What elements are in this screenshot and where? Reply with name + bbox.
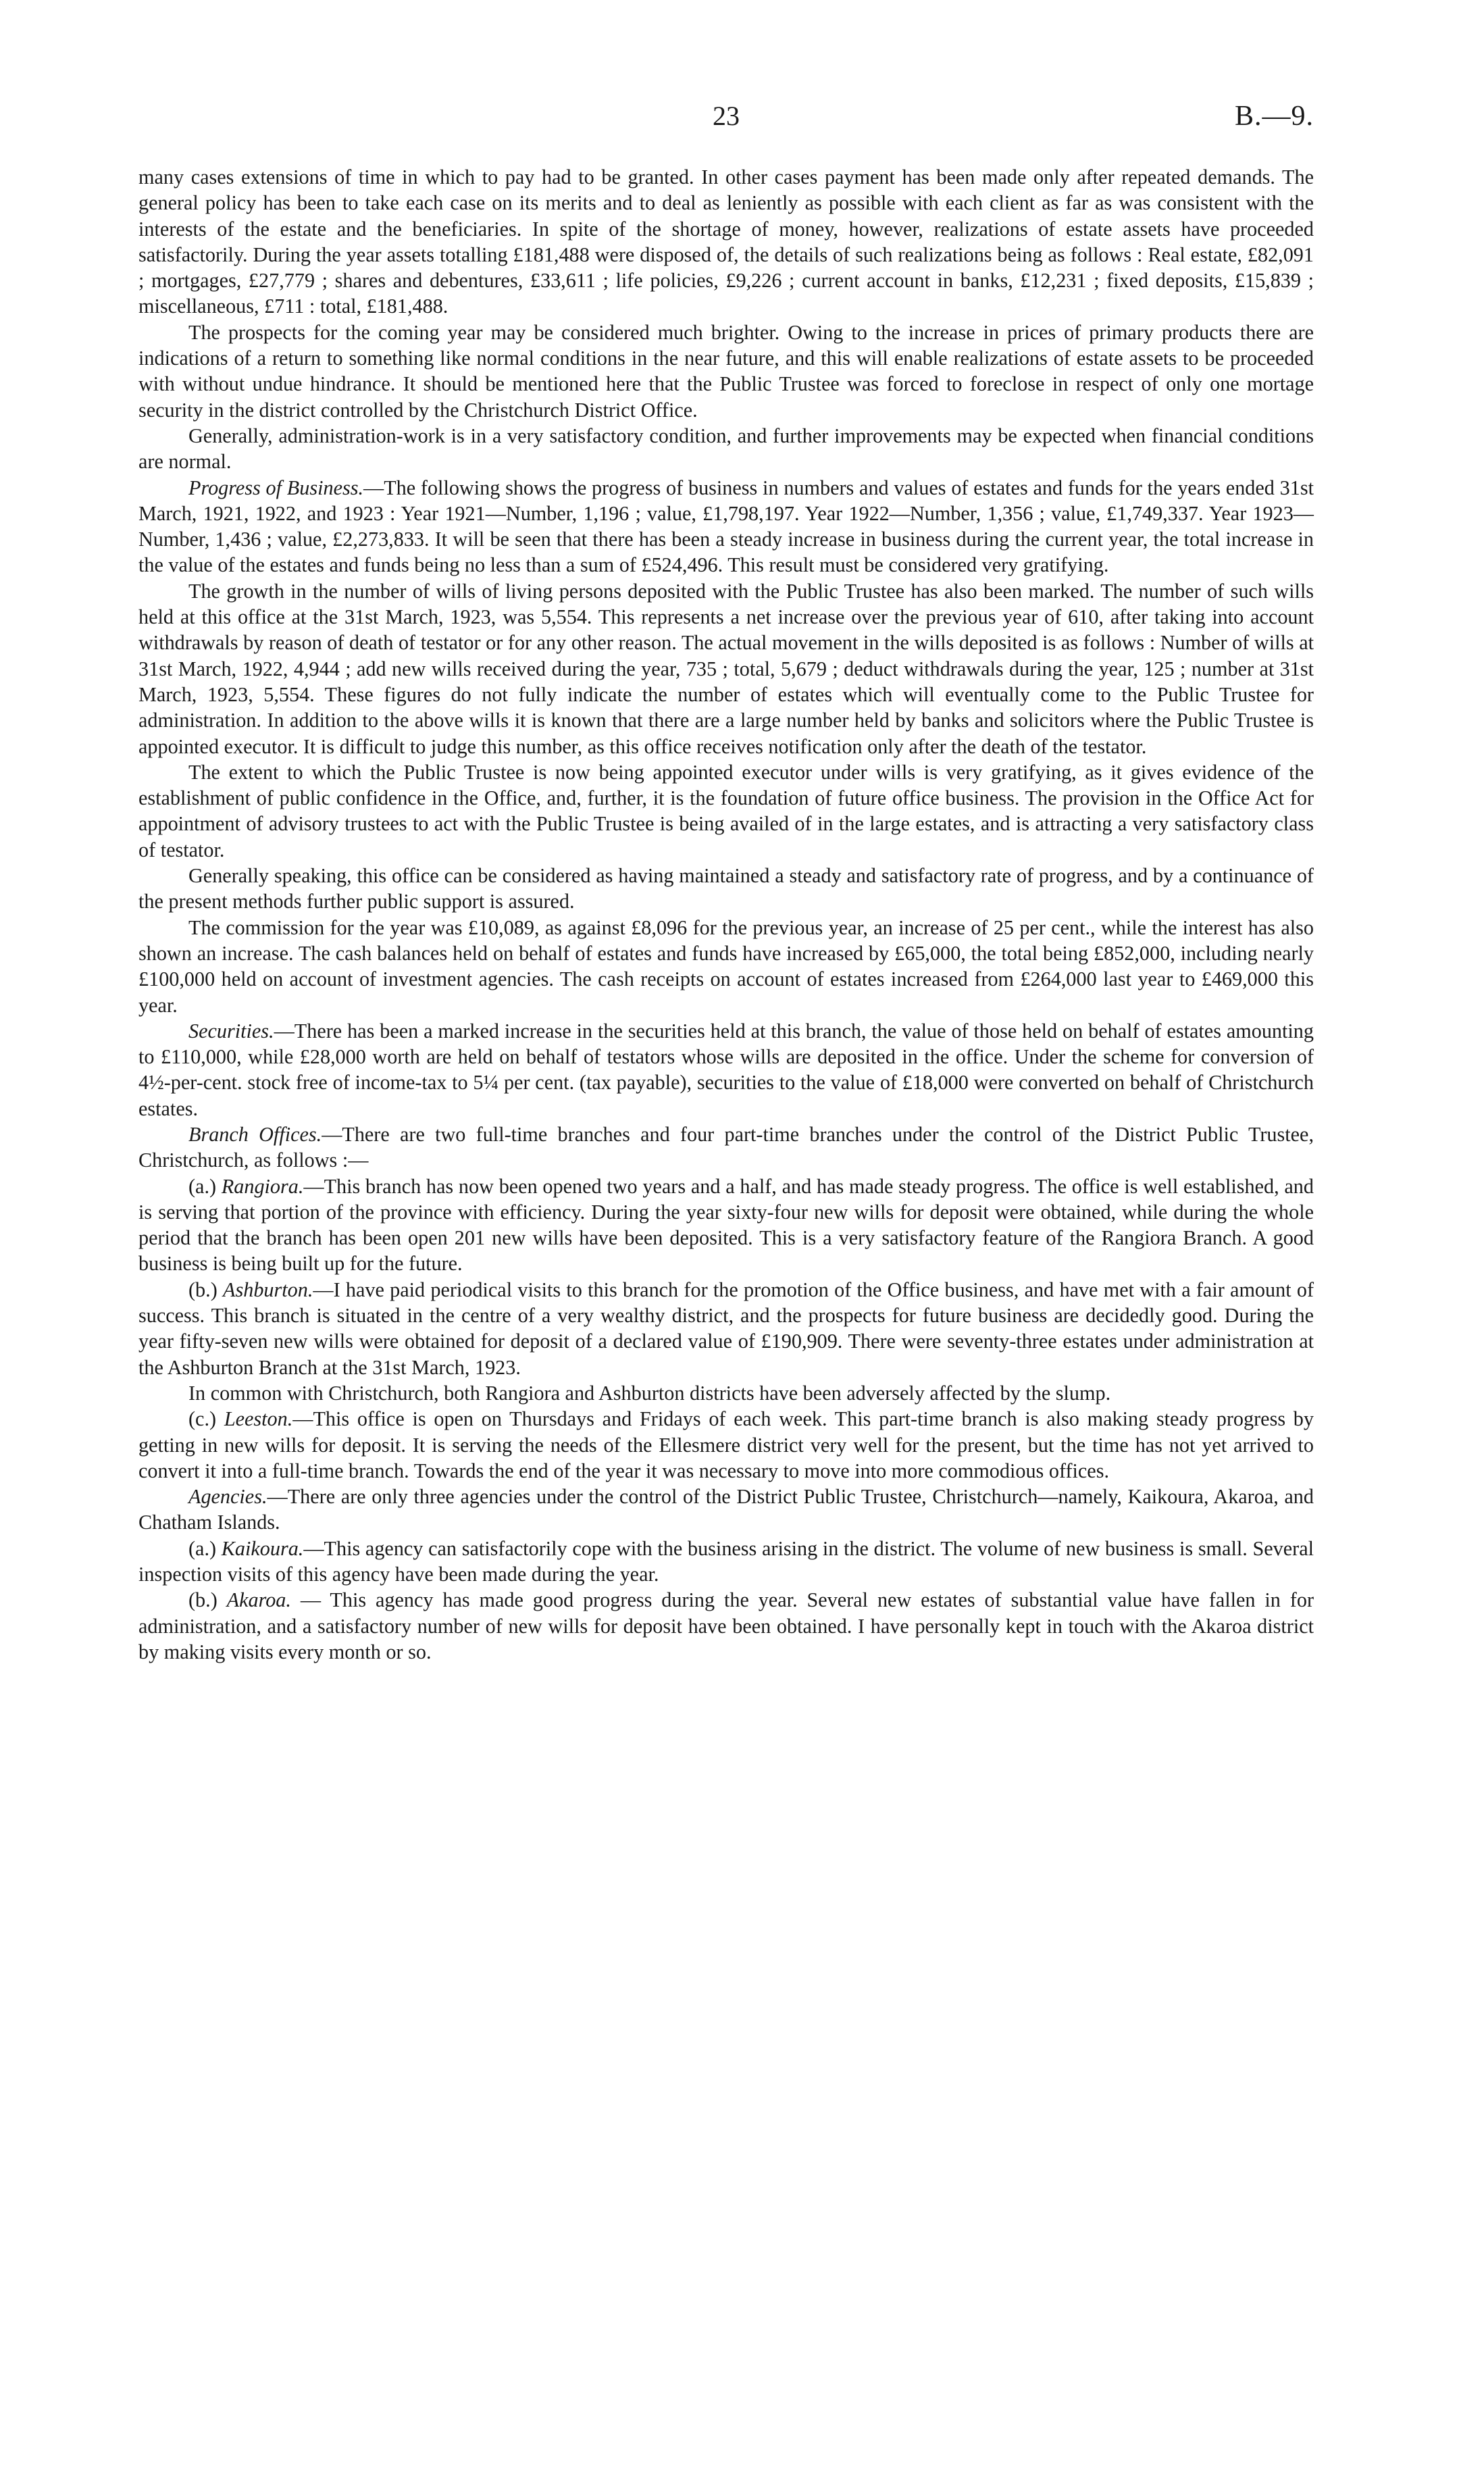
section-heading: Rangiora. bbox=[221, 1174, 304, 1198]
paragraph bbox=[138, 1484, 1314, 1536]
paragraph-text: The growth in the number of wills of living persons deposited with the Public Trustee has also been marked. The number of such wills held at this office at the 31st March, 1923, was 5,554. This represents a net increase over the previous year of 610, after taking into account withdrawals by reason of death of testator or for any other reason. The actual movement in the wills deposited is as follows : Number of wills at 31st March, 1922, 4,944 ; add new wills received during the year, 735 ; total, 5,679 ; deduct withdrawals during the year, 125 ; number at 31st March, 1923, 5,554. These figures do not fully indicate the number of estates which will eventually come to the Public Trustee for administration. In addition to the above wills it is known that there are a large number held by banks and solicitors where the Public Trustee is appointed executor. It is difficult to judge this number, as this office receives notification only after the death of the testator. bbox=[138, 579, 1314, 758]
paragraph bbox=[138, 1406, 1314, 1484]
paragraph bbox=[138, 1536, 1314, 1588]
paragraph-text: Generally, administration-work is in a very satisfactory condition, and further improvements may be expected when financial conditions are normal. bbox=[138, 424, 1314, 474]
section-heading: Branch Offices. bbox=[188, 1122, 322, 1146]
document-reference: B.—9. bbox=[1234, 101, 1314, 132]
paragraph-text: —There are two full-time branches and four part-time branches under the control of the District Public Trustee, Christchurch, as follows :— bbox=[138, 1122, 1314, 1172]
paragraph-text: —This office is open on Thursdays and Fridays of each week. This part-time branch is also making steady progress by getting in new wills for deposit. It is serving the needs of the Ellesmere district very well for the present, but the time has not yet arrived to convert it into a full-time branch. Towards the end of the year it was necessary to move into more commodious offices. bbox=[138, 1407, 1314, 1482]
section-heading: Securities. bbox=[188, 1019, 274, 1042]
paragraph bbox=[138, 863, 1314, 915]
paragraph bbox=[138, 475, 1314, 578]
item-prefix: (a.) bbox=[188, 1174, 222, 1198]
paragraph-text: — This agency has made good progress during the year. Several new estates of substantial value have fallen in for administration, and a satisfactory number of new wills for deposit have been obtained. I have personally kept in touch with the Akaroa district by making visits every month or so. bbox=[138, 1588, 1314, 1663]
paragraph bbox=[138, 1174, 1314, 1277]
paragraph-text: The extent to which the Public Trustee is now being appointed executor under wills is very gratifying, as it gives evidence of the establishment of public confidence in the Office, and, further, it is the foundation of future office business. The provision in the Office Act for appointment of advisory trustees to act with the Public Trustee is being availed of in the large estates, and is attracting a very satisfactory class of testator. bbox=[138, 760, 1314, 861]
paragraph-text: —The following shows the progress of business in numbers and values of estates and funds for the years ended 31st March, 1921, 1922, and 1923 : Year 1921—Number, 1,196 ; value, £1,798,197. Year 1922—Number, 1,356 ; value, £1,749,337. Year 1923—Number, 1,436 ; value, £2,273,833. It will be seen that there has been a steady increase in business during the current year, the total increase in the value of the estates and funds being no less than a sum of £524,496. This result must be considered very gratifying. bbox=[138, 476, 1314, 577]
paragraph bbox=[138, 164, 1314, 320]
paragraph-text: In common with Christchurch, both Rangiora and Ashburton districts have been adversely affected by the slump. bbox=[188, 1381, 1111, 1405]
paragraph bbox=[138, 759, 1314, 863]
section-heading: Ashburton. bbox=[223, 1278, 313, 1301]
paragraph bbox=[138, 423, 1314, 475]
item-prefix: (c.) bbox=[188, 1407, 224, 1431]
paragraph-text: —This agency can satisfactorily cope with the business arising in the district. The volume of new business is small. Several inspection visits of this agency have been made during the year. bbox=[138, 1536, 1314, 1586]
paragraph-text: The commission for the year was £10,089, as against £8,096 for the previous year, an increase of 25 per cent., while the interest has also shown an increase. The cash balances held on behalf of estates and funds have increased by £65,000, the total being £852,000, including nearly £100,000 held on account of investment agencies. The cash receipts on account of estates increased from £264,000 last year to £469,000 this year. bbox=[138, 915, 1314, 1017]
section-heading: Progress of Business. bbox=[188, 476, 364, 499]
paragraph-text: —There are only three agencies under the control of the District Public Trustee, Christchurch—namely, Kaikoura, Akaroa, and Chatham Islands. bbox=[138, 1485, 1314, 1534]
paragraph bbox=[138, 1018, 1314, 1122]
section-heading: Leeston. bbox=[224, 1407, 293, 1431]
page-header bbox=[138, 100, 1314, 141]
section-heading: Kaikoura. bbox=[221, 1536, 304, 1560]
paragraph bbox=[138, 1122, 1314, 1174]
section-heading: Agencies. bbox=[188, 1485, 267, 1509]
item-prefix: (a.) bbox=[188, 1536, 222, 1560]
paragraph bbox=[138, 1380, 1314, 1406]
paragraph-text: Generally speaking, this office can be considered as having maintained a steady and satisfactory rate of progress, and by a continuance of the present methods further public support is assured. bbox=[138, 864, 1314, 913]
paragraph bbox=[138, 915, 1314, 1018]
paragraph bbox=[138, 578, 1314, 759]
body-text bbox=[138, 164, 1314, 1665]
paragraph-text: —There has been a marked increase in the securities held at this branch, the value of those held on behalf of estates amounting to £110,000, while £28,000 worth are held on behalf of testators whose wills are deposited in the office. Under the scheme for conversion of 4½-per-cent. stock free of income-tax to 5¼ per cent. (tax payable), securities to the value of £18,000 were converted on behalf of Christchurch estates. bbox=[138, 1019, 1314, 1120]
paragraph bbox=[138, 1587, 1314, 1665]
page-number: 23 bbox=[713, 101, 740, 131]
paragraph bbox=[138, 1277, 1314, 1380]
paragraph-text: The prospects for the coming year may be considered much brighter. Owing to the increase in prices of primary products there are indications of a return to something like normal conditions in the near future, and this will enable realizations of estate assets to be proceeded with without undue hindrance. It should be mentioned here that the Public Trustee was forced to foreclose in respect of only one mortage security in the district controlled by the Christchurch District Office. bbox=[138, 320, 1314, 422]
item-prefix: (b.) bbox=[188, 1588, 227, 1612]
paragraph-text: —This branch has now been opened two years and a half, and has made steady progress. The office is well established, and is serving that portion of the province with efficiency. During the year sixty-four new wills for deposit were obtained, while during the whole period that the branch has been open 201 new wills have been deposited. This is a very satisfactory feature of the Rangiora Branch. A good business is being built up for the future. bbox=[138, 1174, 1314, 1276]
paragraph-text: —I have paid periodical visits to this branch for the promotion of the Office business, and have met with a fair amount of success. This branch is situated in the centre of a very wealthy district, and the prospects for future business are decidedly good. During the year fifty-seven new wills were obtained for deposit of a declared value of £190,909. There were seventy-three estates under administration at the Ashburton Branch at the 31st March, 1923. bbox=[138, 1278, 1314, 1379]
paragraph-text: many cases extensions of time in which to pay had to be granted. In other cases payment has been made only after repeated demands. The general policy has been to take each case on its merits and to deal as leniently as possible with each client as far as was consistent with the interests of the estate and the beneficiaries. In spite of the shortage of money, however, realizations of estate assets have proceeded satisfactorily. During the year assets totalling £181,488 were disposed of, the details of such realizations being as follows : Real estate, £82,091 ; mortgages, £27,779 ; shares and debentures, £33,611 ; life policies, £9,226 ; current account in banks, £12,231 ; fixed deposits, £15,839 ; miscellaneous, £711 : total, £181,488. bbox=[138, 166, 1314, 318]
section-heading: Akaroa. bbox=[226, 1588, 291, 1612]
paragraph bbox=[138, 320, 1314, 423]
item-prefix: (b.) bbox=[188, 1278, 224, 1301]
